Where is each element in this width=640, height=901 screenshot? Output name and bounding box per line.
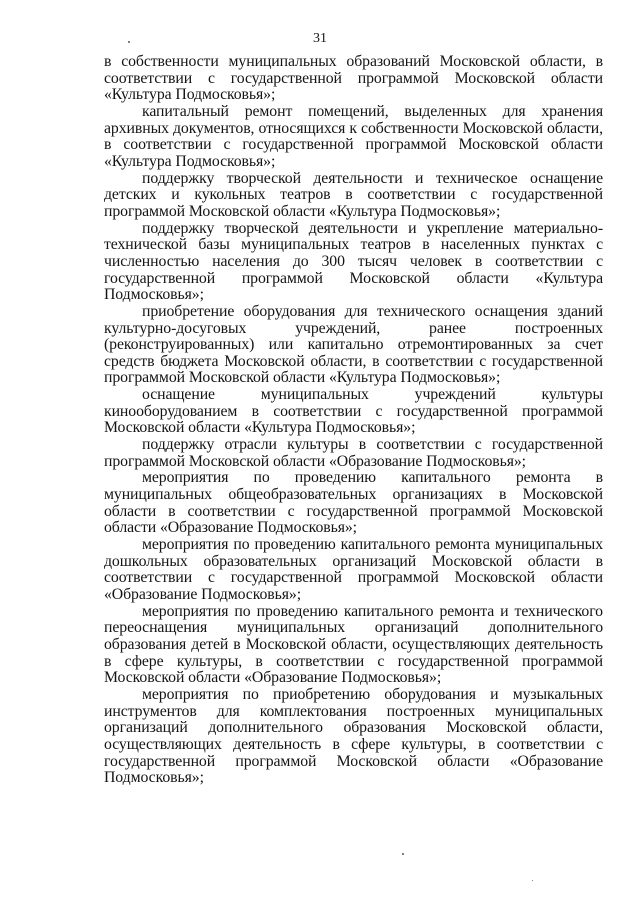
page-number: 31 — [313, 31, 327, 46]
paragraph-8: мероприятия по проведению капитального ремонта в муниципальных общеобразовательных организациях в Московской области в соответствии с государственной программой Московской области «Образование Подмосковья»; — [104, 469, 603, 537]
paragraph-3: поддержку творческой деятельности и техническое оснащение детских и кукольных театров в соответствии с государственной программой Московской области «Культура Подмосковья»; — [104, 169, 603, 220]
paragraph-2: капитальный ремонт помещений, выделенных для хранения архивных документов, относящихся к собственности Московской области, в соответствии с государственной программой Московской области «Культура Подмосковья»; — [104, 102, 603, 170]
paragraph-4: поддержку творческой деятельности и укрепление материально-технической базы муниципальных театров в населенных пунктах с численностью населения до 300 тысяч человек в соответствии с государственной программой Московской области «Культура Подмосковья»; — [104, 219, 603, 304]
scan-speck — [532, 880, 533, 881]
paragraph-1: в собственности муниципальных образований Московской области, в соответствии с государственной программой Московской области «Культура Подмосковья»; — [104, 53, 603, 104]
paragraph-9: мероприятия по проведению капитального ремонта муниципальных дошкольных образовательных организаций Московской области в соответствии с государственной программой Московской области «Образование Подмосковья»; — [104, 536, 603, 603]
paragraph-6: оснащение муниципальных учреждений культуры кинооборудованием в соответствии с государственной программой Московской области «Культура Подмосковья»; — [104, 386, 603, 437]
paragraph-5: приобретение оборудования для технического оснащения зданий культурно-досуговых учреждений, ранее построенных (реконструированных) или капитально отремонтированных за счет средств бюджета Московской области, в соответствии с государственной программой Московской области «Культура Подмосковья»; — [104, 302, 603, 387]
scan-speck — [402, 853, 404, 855]
paragraph-11: мероприятия по приобретению оборудования и музыкальных инструментов для комплектования построенных муниципальных организаций дополнительного образования Московской области, осуществляющих деятельность в сфере культуры, в соответствии с государственной программой Московской области «Образование Подмосковья»; — [104, 685, 603, 787]
scan-speck — [128, 41, 130, 43]
paragraph-7: поддержку отрасли культуры в соответствии с государственной программой Московской области «Образование Подмосковья»; — [104, 436, 603, 470]
paragraph-10: мероприятия по проведению капитального ремонта и технического переоснащения муниципальных организаций дополнительного образования детей в Московской области, осуществляющих деятельность в сфере культуры, в соответствии с государственной программой Московской области «Образование Подмосковья»; — [104, 602, 603, 687]
document-body — [104, 54, 603, 787]
